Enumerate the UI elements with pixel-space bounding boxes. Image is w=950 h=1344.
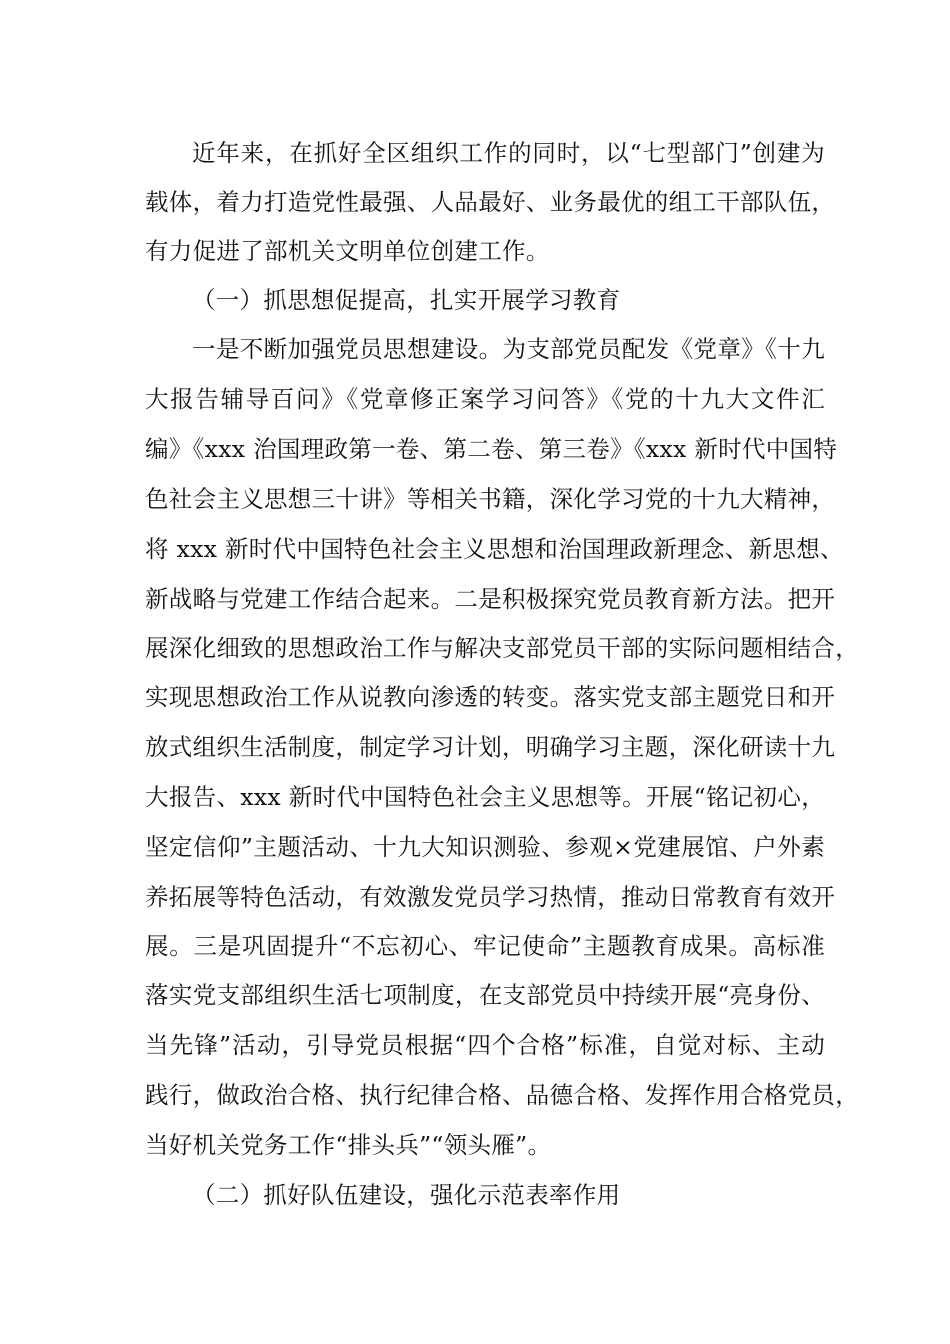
- paragraph-line: 践行，做政治合格、执行纪律合格、品德合格、发挥作用合格党员，: [145, 1081, 859, 1109]
- paragraph-line: 养拓展等特色活动，有效激发党员学习热情，推动日常教育有效开: [145, 883, 836, 911]
- paragraph-line: 编》《xxx 治国理政第一卷、第二卷、第三卷》《xxx 新时代中国特: [145, 435, 838, 463]
- paragraph-line: 当先锋”活动，引导党员根据“四个合格”标准，自觉对标、主动: [145, 1031, 825, 1059]
- paragraph-line: 将 xxx 新时代中国特色社会主义思想和治国理政新理念、新思想、: [145, 535, 844, 563]
- intro-line: 载体，着力打造党性最强、人品最好、业务最优的组工干部队伍，: [145, 188, 836, 216]
- paragraph-line: 色社会主义思想三十讲》等相关书籍，深化学习党的十九大精神，: [145, 485, 836, 513]
- intro-line: 有力促进了部机关文明单位创建工作。: [145, 237, 550, 265]
- paragraph-line: 坚定信仰”主题活动、十九大知识测验、参观×党建展馆、户外素: [145, 833, 825, 861]
- paragraph-line: 一是不断加强党员思想建设。为支部党员配发《党章》《十九: [192, 335, 825, 363]
- section-heading-1: （一）抓思想促提高，扎实开展学习教育: [192, 286, 621, 314]
- paragraph-line: 大报告辅导百问》《党章修正案学习问答》《党的十九大文件汇: [145, 385, 825, 413]
- section-heading-2: （二）抓好队伍建设，强化示范表率作用: [192, 1181, 621, 1209]
- paragraph-line: 实现思想政治工作从说教向渗透的转变。落实党支部主题党日和开: [145, 683, 836, 711]
- paragraph-line: 展。三是巩固提升“不忘初心、牢记使命”主题教育成果。高标准: [145, 932, 825, 960]
- paragraph-line: 大报告、xxx 新时代中国特色社会主义思想等。开展“铭记初心，: [145, 783, 825, 811]
- intro-line: 近年来，在抓好全区组织工作的同时，以“七型部门”创建为: [192, 139, 825, 167]
- paragraph-line: 落实党支部组织生活七项制度，在支部党员中持续开展“亮身份、: [145, 981, 825, 1009]
- paragraph-line: 展深化细致的思想政治工作与解决支部党员干部的实际问题相结合，: [145, 634, 859, 662]
- paragraph-line: 当好机关党务工作“排头兵”“领头雁”。: [145, 1131, 552, 1159]
- paragraph-line: 放式组织生活制度，制定学习计划，明确学习主题，深化研读十九: [145, 733, 836, 761]
- paragraph-line: 新战略与党建工作结合起来。二是积极探究党员教育新方法。把开: [145, 585, 836, 613]
